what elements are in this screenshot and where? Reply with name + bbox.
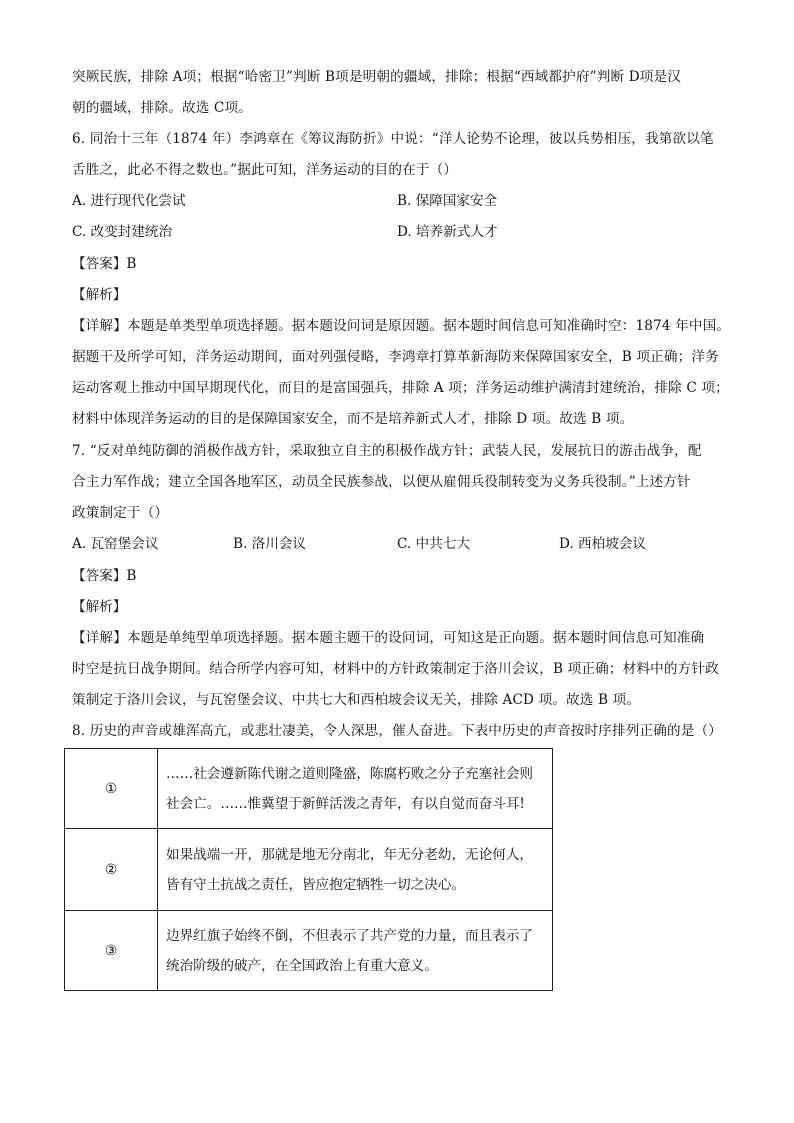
row-quote: ……社会遵新陈代谢之道则隆盛，陈腐朽败之分子充塞社会则社会亡。……惟冀望于新鲜活泼之青年，有以自觉而奋斗耳! xyxy=(158,749,553,829)
row-quote: 如果战端一开，那就是地无分南北，年无分老幼，无论何人，皆有守土抗战之责任，皆应抱定牺牲一切之决心。 xyxy=(158,829,553,911)
row-quote: 边界红旗子始终不倒，不但表示了共产党的力量，而且表示了统治阶级的破产，在全国政治上有重大意义。 xyxy=(158,911,553,991)
question-6-option-a: A. 进行现代化尝试 xyxy=(72,193,186,209)
question-7-option-d: D. 西柏坡会议 xyxy=(559,536,647,552)
question-6-detail: 据题干及所学可知，洋务运动期间，面对列强侵略，李鸿章打算革新海防来保障国家安全，B 项正确；洋务 xyxy=(72,349,719,365)
question-7-detail: 策制定于洛川会议，与瓦窑堡会议、中共七大和西柏坡会议无关，排除 ACD 项。故选 B 项。 xyxy=(72,692,641,708)
table-row xyxy=(65,911,553,991)
question-6-analysis-label: 【解析】 xyxy=(72,287,127,303)
row-number: ③ xyxy=(65,911,158,991)
question-6-stem: 舌胜之，此必不得之数也。”据此可知，洋务运动的目的在于（） xyxy=(72,162,458,178)
question-6-option-b: B. 保障国家安全 xyxy=(397,193,498,209)
question-6-stem: 6. 同治十三年（1874 年）李鸿章在《筹议海防折》中说：“洋人论势不论理，彼以兵势相压，我第欲以笔 xyxy=(72,131,714,147)
question-7-stem: 7. “反对单纯防御的消极作战方针，采取独立自主的积极作战方针；武装人民，发展抗日的游击战争，配 xyxy=(72,443,702,459)
question-7-stem: 政策制定于（） xyxy=(72,505,169,521)
question-7-detail: 【详解】本题是单纯型单项选择题。据本题主题干的设问词，可知这是正向题。据本题时间信息可知准确 xyxy=(72,630,705,646)
text-line: 突厥民族，排除 A项；根据“哈密卫”判断 B项是明朝的疆域，排除；根据“西域都护府”判断 D项是汉 xyxy=(72,69,681,85)
row-number: ① xyxy=(65,749,158,829)
question-7-option-a: A. 瓦窑堡会议 xyxy=(72,536,159,552)
question-7-detail: 时空是抗日战争期间。结合所学内容可知，材料中的方针政策制定于洛川会议，B 项正确；材料中的方针政 xyxy=(72,661,719,677)
question-7-option-b: B. 洛川会议 xyxy=(233,536,307,552)
question-6-answer: 【答案】B xyxy=(72,256,137,272)
question-6-detail: 【详解】本题是单类型单项选择题。据本题设问词是原因题。据本题时间信息可知准确时空：1874 年中国。 xyxy=(72,318,731,334)
table-row xyxy=(65,829,553,911)
question-6-detail: 运动客观上推动中国早期现代化，而目的是富国强兵，排除 A 项；洋务运动维护满清封建统治，排除 C 项； xyxy=(72,380,729,396)
question-6-option-c: C. 改变封建统治 xyxy=(72,224,173,240)
row-number: ② xyxy=(65,829,158,911)
question-8-stem: 8. 历史的声音或雄浑高亢，或悲壮凄美，令人深思，催人奋进。下表中历史的声音按时序排列正确的是（） xyxy=(72,723,722,739)
question-7-analysis-label: 【解析】 xyxy=(72,599,127,615)
text-line: 朝的疆域，排除。故选 C项。 xyxy=(72,100,252,116)
question-6-detail: 材料中体现洋务运动的目的是保障国家安全，而不是培养新式人才，排除 D 项。故选 B 项。 xyxy=(72,411,634,427)
question-7-stem: 合主力军作战；建立全国各地军区，动员全民族参战，以便从雇佣兵役制转变为义务兵役制。”上述方针 xyxy=(72,474,691,490)
question-6-option-d: D. 培养新式人才 xyxy=(397,224,498,240)
question-7-option-c: C. 中共七大 xyxy=(397,536,470,552)
table-row xyxy=(65,749,553,829)
question-7-answer: 【答案】B xyxy=(72,568,137,584)
source-table xyxy=(64,748,553,991)
